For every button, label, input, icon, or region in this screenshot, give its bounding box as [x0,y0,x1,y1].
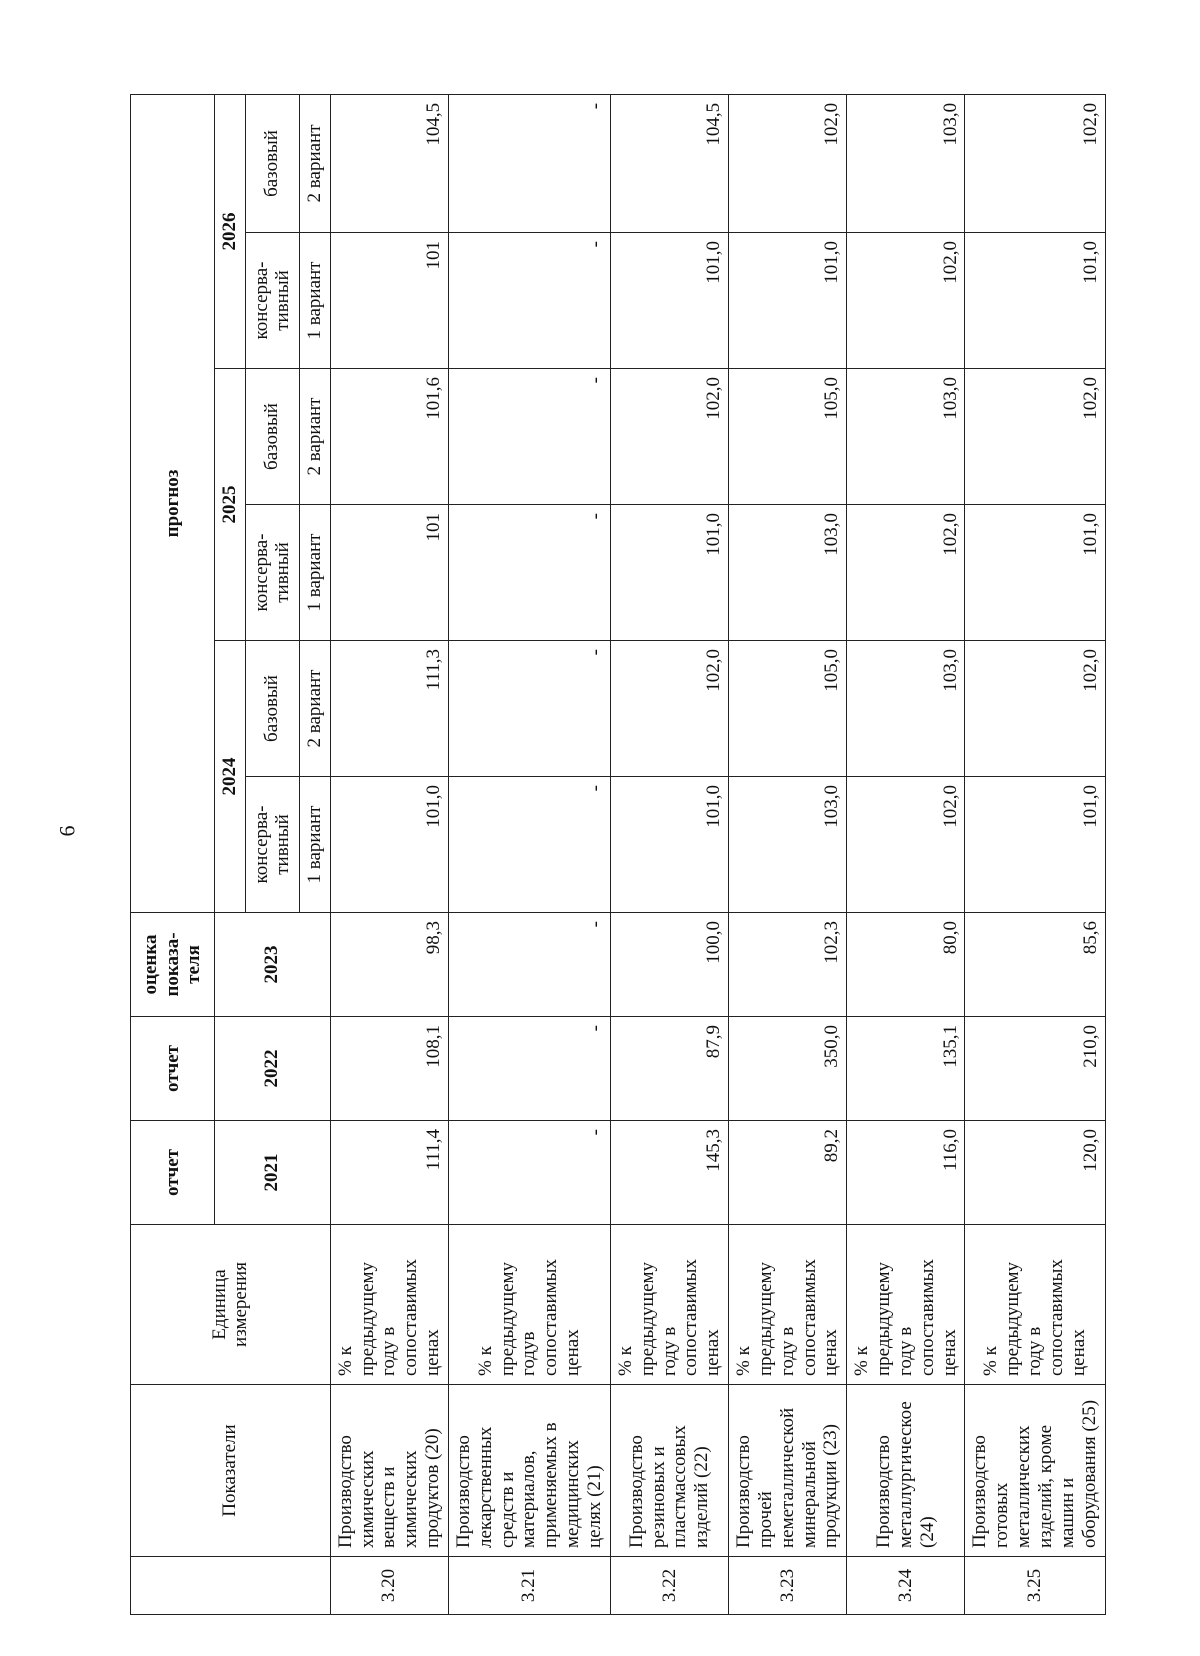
page-number: 6 [54,825,80,837]
row-unit: % к предыдущему году в сопоставимых ценах [965,1225,1105,1385]
value-2025-base: 102,0 [610,369,728,505]
value-2022: 87,9 [610,1017,728,1121]
value-2025-base: - [448,369,610,505]
header-year-2023: 2023 [215,913,331,1017]
value-2021: 111,4 [330,1121,448,1225]
row-unit: % к предыдущему году в сопоставимых ценах [729,1225,847,1385]
header-conservative-2024: консерва-тивный [245,777,299,913]
row-code: 3.20 [330,1557,448,1615]
row-code: 3.24 [847,1557,965,1615]
value-2025-conservative: 101 [330,505,448,641]
value-2025-base: 102,0 [965,369,1105,505]
value-2024-conservative: 102,0 [847,777,965,913]
header-unit: Единица измерения [131,1225,331,1385]
table-row [847,94,965,1614]
value-2024-conservative: 101,0 [610,777,728,913]
value-2024-base: 103,0 [847,641,965,777]
value-2021: 120,0 [965,1121,1105,1225]
value-2024-base: - [448,641,610,777]
value-2021: - [448,1121,610,1225]
value-2026-base: 104,5 [610,94,728,232]
value-2025-base: 103,0 [847,369,965,505]
row-code: 3.22 [610,1557,728,1615]
header-report-2021: отчет [131,1121,215,1225]
header-report-2022: отчет [131,1017,215,1121]
value-2024-conservative: 103,0 [729,777,847,913]
value-2025-base: 101,6 [330,369,448,505]
table-row [729,94,847,1614]
value-2024-base: 102,0 [965,641,1105,777]
header-variant2-2024: 2 вариант [299,641,330,777]
value-2026-conservative: 101,0 [965,233,1105,369]
header-year-2024: 2024 [215,641,246,913]
value-2024-conservative: 101,0 [965,777,1105,913]
value-2022: - [448,1017,610,1121]
header-variant2-2026: 2 вариант [299,94,330,232]
row-indicator-name: Производство готовых металлических изделий, кроме машин и оборудования (25) [965,1385,1105,1557]
value-2023: - [448,913,610,1017]
value-2024-base: 111,3 [330,641,448,777]
value-2021: 145,3 [610,1121,728,1225]
value-2026-conservative: - [448,233,610,369]
table-header [131,94,331,1614]
value-2021: 116,0 [847,1121,965,1225]
value-2025-conservative: 101,0 [610,505,728,641]
row-indicator-name: Производство резиновых и пластмассовых изделий (22) [610,1385,728,1557]
header-variant1-2025: 1 вариант [299,505,330,641]
value-2023: 102,3 [729,913,847,1017]
forecast-table [130,94,1106,1615]
value-2024-base: 102,0 [610,641,728,777]
value-2023: 100,0 [610,913,728,1017]
row-indicator-name: Производство прочей неметаллической минеральной продукции (23) [729,1385,847,1557]
header-conservative-2026: консерва-тивный [245,233,299,369]
table-row [330,94,448,1614]
value-2024-conservative: 101,0 [330,777,448,913]
value-2025-conservative: - [448,505,610,641]
value-2026-base: 102,0 [729,94,847,232]
header-variant2-2025: 2 вариант [299,369,330,505]
value-2026-conservative: 102,0 [847,233,965,369]
header-forecast: прогноз [131,94,215,912]
row-code: 3.23 [729,1557,847,1615]
row-unit: % к предыдущему году в сопоставимых ценах [847,1225,965,1385]
value-2021: 89,2 [729,1121,847,1225]
value-2022: 350,0 [729,1017,847,1121]
value-2023: 85,6 [965,913,1105,1017]
header-base-2026: базовый [245,94,299,232]
table-row [448,94,610,1614]
header-variant1-2024: 1 вариант [299,777,330,913]
row-code: 3.25 [965,1557,1105,1615]
value-2024-conservative: - [448,777,610,913]
value-2026-conservative: 101 [330,233,448,369]
header-conservative-2025: консерва-тивный [245,505,299,641]
value-2022: 210,0 [965,1017,1105,1121]
row-unit: % к предыдущему году в сопоставимых ценах [610,1225,728,1385]
value-2022: 135,1 [847,1017,965,1121]
value-2024-base: 105,0 [729,641,847,777]
header-year-2021: 2021 [215,1121,331,1225]
value-2022: 108,1 [330,1017,448,1121]
row-indicator-name: Производство металлургическое (24) [847,1385,965,1557]
header-estimate-2023: оценка показа-теля [131,913,215,1017]
value-2025-conservative: 102,0 [847,505,965,641]
value-2026-base: - [448,94,610,232]
row-code: 3.21 [448,1557,610,1615]
row-unit: % к предыдущему году в сопоставимых ценах [330,1225,448,1385]
table-row [965,94,1105,1614]
header-variant1-2026: 1 вариант [299,233,330,369]
value-2023: 98,3 [330,913,448,1017]
value-2025-base: 105,0 [729,369,847,505]
value-2026-conservative: 101,0 [610,233,728,369]
table-body [330,94,1105,1614]
row-indicator-name: Производство лекарственных средств и материалов, применяемых в медицинских целях (21) [448,1385,610,1557]
table-row [610,94,728,1614]
header-indicators: Показатели [131,1385,331,1557]
row-indicator-name: Производство химических веществ и химических продуктов (20) [330,1385,448,1557]
value-2026-conservative: 101,0 [729,233,847,369]
value-2025-conservative: 103,0 [729,505,847,641]
header-base-2024: базовый [245,641,299,777]
row-unit: % к предыдущему годув сопоставимых ценах [448,1225,610,1385]
value-2026-base: 102,0 [965,94,1105,232]
header-base-2025: базовый [245,369,299,505]
value-2025-conservative: 101,0 [965,505,1105,641]
rotated-table-container [130,95,1101,1615]
header-code-cell [131,1557,331,1615]
value-2023: 80,0 [847,913,965,1017]
header-year-2026: 2026 [215,94,246,368]
value-2026-base: 103,0 [847,94,965,232]
value-2026-base: 104,5 [330,94,448,232]
header-year-2022: 2022 [215,1017,331,1121]
header-year-2025: 2025 [215,369,246,641]
